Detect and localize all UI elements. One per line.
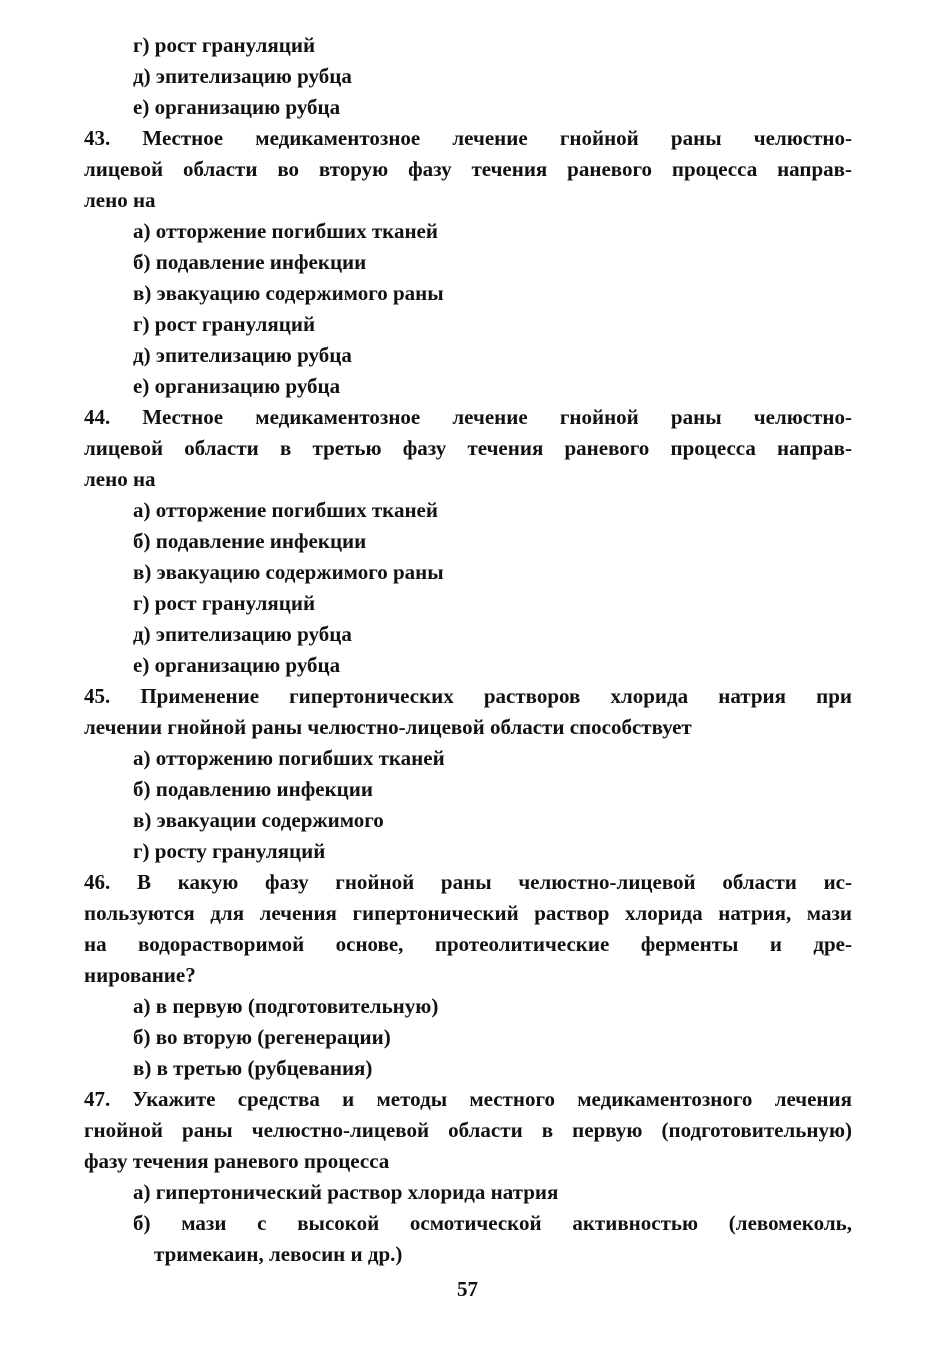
option-line: б) подавлению инфекции [133,777,373,801]
option-line: в) эвакуации содержимого [133,808,384,832]
option-line: б) подавление инфекции [133,529,367,553]
question-text-line: нирование? [84,963,196,987]
option-line: д) эпителизацию рубца [133,64,352,88]
option-line: г) рост грануляций [133,312,316,336]
option-line: г) росту грануляций [133,839,326,863]
question-45 [84,681,852,867]
option-line: а) в первую (подготовительную) [133,994,439,1018]
question-text-line: 43. Местное медикаментозное лечение гнойной раны челюстно- [84,126,852,150]
option-line: а) гипертонический раствор хлорида натрия [133,1180,559,1204]
option-line: а) отторжение погибших тканей [133,498,438,522]
question-text-line: фазу течения раневого процесса [84,1149,390,1173]
option-line: е) организацию рубца [133,653,341,677]
option-line: в) эвакуацию содержимого раны [133,281,444,305]
option-line: в) в третью (рубцевания) [133,1056,373,1080]
option-line: д) эпителизацию рубца [133,622,352,646]
question-text-line: гнойной раны челюстно-лицевой области в первую (подготовительную) [84,1118,852,1142]
question-46 [84,867,852,1084]
question-text-line: 47. Укажите средства и методы местного медикаментозного лечения [84,1087,852,1111]
question-text-line: лицевой области в третью фазу течения раневого процесса направ- [84,436,852,460]
option-line: г) рост грануляций [133,591,316,615]
question-text-line: лено на [84,467,156,491]
question-44 [84,402,852,681]
intro-options [84,30,852,123]
question-text-line: на водорастворимой основе, протеолитические ферменты и дре- [84,932,852,956]
question-text-line: 45. Применение гипертонических растворов хлорида натрия при [84,684,852,708]
option-line: а) отторжение погибших тканей [133,219,438,243]
question-text-line: 46. В какую фазу гнойной раны челюстно-лицевой области ис- [84,870,852,894]
option-line-continued: тримекаин, левосин и др.) [154,1242,403,1266]
page-number: 57 [457,1277,478,1301]
question-text-line: лечении гнойной раны челюстно-лицевой области способствует [84,715,692,739]
option-line: е) организацию рубца [133,95,341,119]
option-line: б) подавление инфекции [133,250,367,274]
question-text-line: 44. Местное медикаментозное лечение гнойной раны челюстно- [84,405,852,429]
option-line: г) рост грануляций [133,33,316,57]
question-43 [84,123,852,402]
option-line: б) мази с высокой осмотической активностью (левомеколь, [133,1211,852,1235]
option-line: д) эпителизацию рубца [133,343,352,367]
question-text-line: лено на [84,188,156,212]
question-text-line: лицевой области во вторую фазу течения раневого процесса направ- [84,157,852,181]
option-line: е) организацию рубца [133,374,341,398]
question-text-line: пользуются для лечения гипертонический раствор хлорида натрия, мази [84,901,852,925]
option-line: б) во вторую (регенерации) [133,1025,391,1049]
option-line: а) отторжению погибших тканей [133,746,445,770]
option-line: в) эвакуацию содержимого раны [133,560,444,584]
question-47 [84,1084,852,1270]
document-page [84,30,852,1270]
